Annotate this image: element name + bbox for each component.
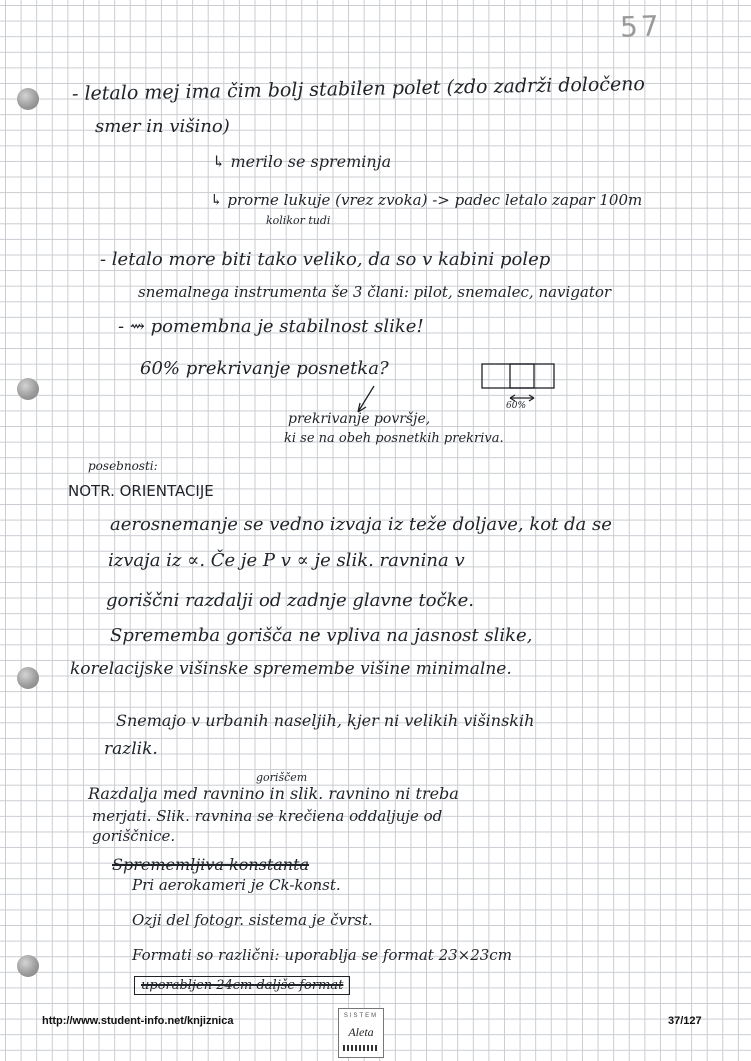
handwritten-line: - letalo more biti tako veliko, da so v kabini polep <box>100 249 551 270</box>
handwritten-line: goriščnice. <box>92 827 176 845</box>
overlap-percent-label: 60% <box>506 401 527 411</box>
binder-hole-1 <box>17 88 39 110</box>
logo-base-stripes <box>343 1045 379 1051</box>
boxed-struck-line: uporabljen 24cm daljše format <box>134 976 350 995</box>
handwritten-line: Formati so različni: uporablja se format 23×23cm <box>132 946 512 964</box>
handwritten-line: Ozji del fotogr. sistema je čvrst. <box>132 911 373 929</box>
handwritten-line: korelacijske višinske spremembe višine minimalne. <box>70 659 512 679</box>
handwritten-line: Pri aerokameri je Ck-konst. <box>132 876 341 894</box>
handwritten-line: merjati. Slik. ravnina se krečiena oddaljuje od <box>92 807 443 825</box>
handwritten-line: snemalnega instrumenta še 3 člani: pilot, snemalec, navigator <box>138 283 612 301</box>
handwritten-line: 60% prekrivanje posnetka? <box>140 358 389 379</box>
handwritten-line: Snemajo v urbanih naseljih, kjer ni velikih višinskih <box>116 711 535 730</box>
handwritten-line: - ⇝ pomembna je stabilnost slike! <box>118 316 424 337</box>
section-heading: NOTR. ORIENTACIJE <box>68 482 214 500</box>
handwritten-line: izvaja iz ∝. Če je P v ∝ je slik. ravnina v <box>108 550 465 571</box>
footer-page-counter: 37/127 <box>668 1015 702 1027</box>
binder-hole-2 <box>17 378 39 400</box>
sistem-logo <box>338 1008 384 1058</box>
handwritten-line: posebnosti: <box>88 459 158 473</box>
frame-right <box>510 364 554 388</box>
handwritten-line: aerosnemanje se vedno izvaja iz teže doljave, kot da se <box>110 514 612 535</box>
handwritten-line: ki se na obeh posnetkih prekriva. <box>284 431 504 446</box>
frame-left <box>482 364 534 388</box>
handwritten-line: goriščem <box>256 771 308 784</box>
handwritten-line: ↳ merilo se spreminja <box>212 152 392 171</box>
handwritten-line: prekrivanje površje, <box>288 411 431 427</box>
handwritten-line: razlik. <box>104 739 158 759</box>
handwritten-line: kolikor tudi <box>266 214 331 227</box>
logo-main-text: Aleta <box>348 1025 374 1039</box>
binder-hole-4 <box>17 955 39 977</box>
struck-line: Sprememljiva konstanta <box>112 855 310 874</box>
overlap-sketch <box>476 356 596 416</box>
page-number: 57 <box>619 9 663 44</box>
handwritten-line: - letalo mej ima čim bolj stabilen polet (zdo zadrži določeno <box>71 73 646 105</box>
handwritten-line: smer in višino) <box>95 116 230 137</box>
footer-url: http://www.student-info.net/knjiznica <box>42 1015 234 1027</box>
handwritten-line: Razdalja med ravnino in slik. ravnino ni treba <box>88 784 459 803</box>
handwritten-line: ↳ prorne lukuje (vrez zvoka) -> padec letalo zapar 100m <box>210 191 643 209</box>
handwritten-line: goriščni razdalji od zadnje glavne točke. <box>106 590 474 611</box>
logo-top-text: SISTEM <box>343 1013 379 1019</box>
overlap-frames <box>482 364 554 401</box>
binder-hole-3 <box>17 667 39 689</box>
handwritten-line: Sprememba gorišča ne vpliva na jasnost slike, <box>110 625 533 646</box>
